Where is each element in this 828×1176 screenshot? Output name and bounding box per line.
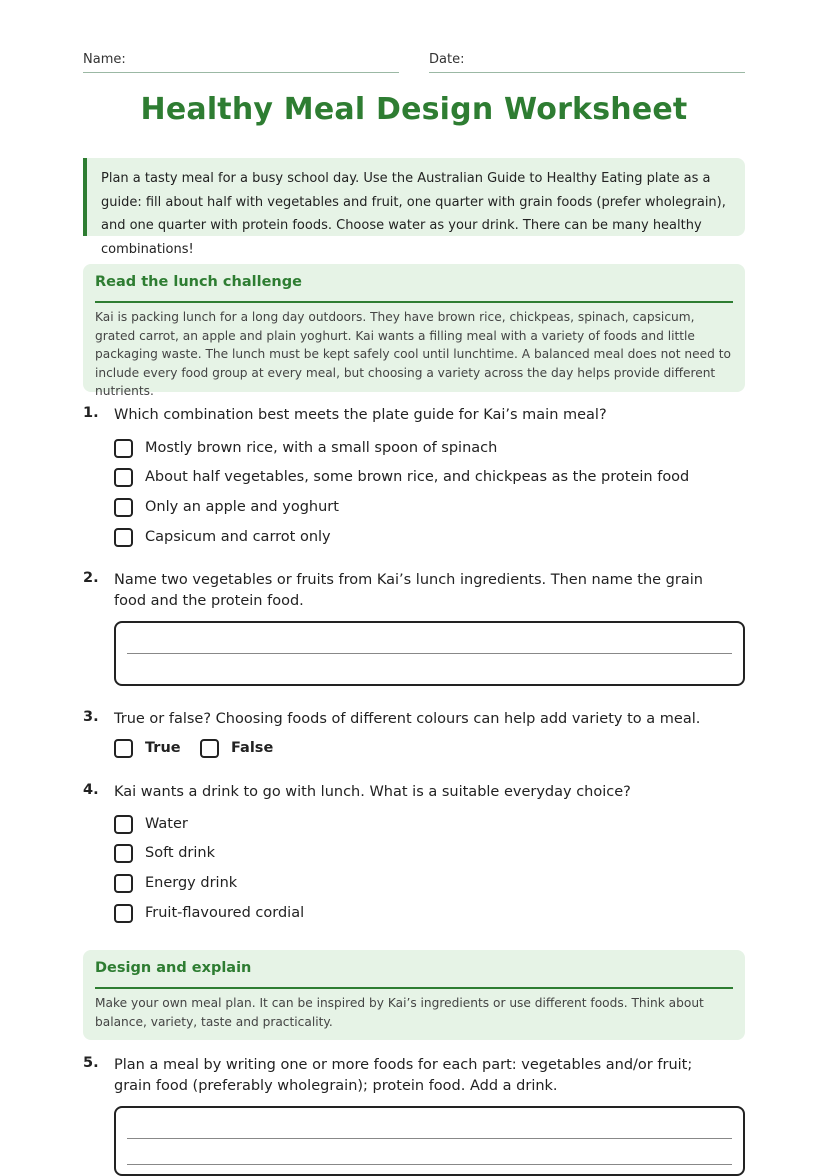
option-label: True [145, 740, 181, 756]
name-label: Name: [83, 52, 126, 67]
worksheet-title: Healthy Meal Design Worksheet [140, 92, 688, 127]
question-number: 3. [83, 709, 99, 725]
panel-text: Make your own meal plan. It can be inspired by Kai’s ingredients or use different foods. Think about balance, variety, taste and practicality. [95, 996, 704, 1029]
option-label: Soft drink [145, 845, 216, 861]
design-explain-panel [83, 950, 745, 1040]
name-date-row [83, 52, 745, 74]
option-label: Mostly brown rice, with a small spoon of spinach [145, 440, 498, 456]
option-false[interactable] [200, 736, 273, 760]
option[interactable] [114, 841, 215, 865]
question-text: Which combination best meets the plate guide for Kai’s main meal? [114, 407, 607, 423]
question-text: True or false? Choosing foods of different colours can help add variety to a meal. [114, 711, 701, 727]
answer-box[interactable] [114, 1106, 745, 1176]
answer-line [127, 653, 732, 654]
checkbox[interactable] [114, 874, 133, 893]
question-text: Name two vegetables or fruits from Kai’s lunch ingredients. Then name the grain food and the protein food. [114, 572, 703, 609]
question-number: 2. [83, 570, 99, 586]
checkbox[interactable] [114, 815, 133, 834]
question-number: 1. [83, 405, 99, 421]
checkbox[interactable] [114, 904, 133, 923]
option[interactable] [114, 901, 304, 925]
checkbox[interactable] [114, 468, 133, 487]
option[interactable] [114, 495, 339, 519]
question-number: 5. [83, 1055, 99, 1071]
option-label: Capsicum and carrot only [145, 529, 331, 545]
panel-text: Kai is packing lunch for a long day outdoors. They have brown rice, chickpeas, spinach, capsicum, grated carrot, an apple and plain yoghurt. Kai wants a filling meal with a variety of foods and little packaging waste. The lunch must be kept safely cool until lunchtime. A balanced meal does not need to include every food group at every meal, but choosing a variety across the day helps provide different nutrients. [95, 310, 731, 398]
option[interactable] [114, 525, 331, 549]
intro-box: Plan a tasty meal for a busy school day. Use the Australian Guide to Healthy Eating plate as a guide: fill about half with vegetables and fruit, one quarter with grain foods (prefer wholegrain), and one quarter with protein foods. Choose water as your drink. There can be many healthy combinations! [83, 158, 745, 236]
checkbox[interactable] [114, 844, 133, 863]
checkbox[interactable] [114, 498, 133, 517]
option-true[interactable] [114, 736, 181, 760]
checkbox[interactable] [114, 739, 133, 758]
checkbox[interactable] [114, 528, 133, 547]
answer-box[interactable] [114, 621, 745, 686]
name-field[interactable] [83, 52, 399, 73]
option-label: False [231, 740, 274, 756]
date-field[interactable] [429, 52, 745, 73]
checkbox[interactable] [114, 439, 133, 458]
option[interactable] [114, 812, 188, 836]
panel-title: Read the lunch challenge [95, 264, 733, 303]
option[interactable] [114, 871, 237, 895]
lunch-challenge-panel [83, 264, 745, 398]
checkbox[interactable] [200, 739, 219, 758]
question-text: Kai wants a drink to go with lunch. What is a suitable everyday choice? [114, 784, 631, 800]
option-label: Energy drink [145, 875, 238, 891]
answer-line [127, 1164, 732, 1165]
option-label: Only an apple and yoghurt [145, 499, 339, 515]
option-label: Water [145, 816, 188, 832]
option-label: About half vegetables, some brown rice, and chickpeas as the protein food [145, 469, 690, 485]
question-number: 4. [83, 782, 99, 798]
option-label: Fruit-flavoured cordial [145, 905, 305, 921]
option[interactable] [114, 465, 689, 489]
date-label: Date: [429, 52, 465, 67]
option[interactable] [114, 436, 497, 460]
question-text: Plan a meal by writing one or more foods for each part: vegetables and/or fruit; grain food (preferably wholegrain); protein food. Add a drink. [114, 1057, 693, 1094]
panel-title: Design and explain [95, 950, 733, 989]
answer-line [127, 1138, 732, 1139]
